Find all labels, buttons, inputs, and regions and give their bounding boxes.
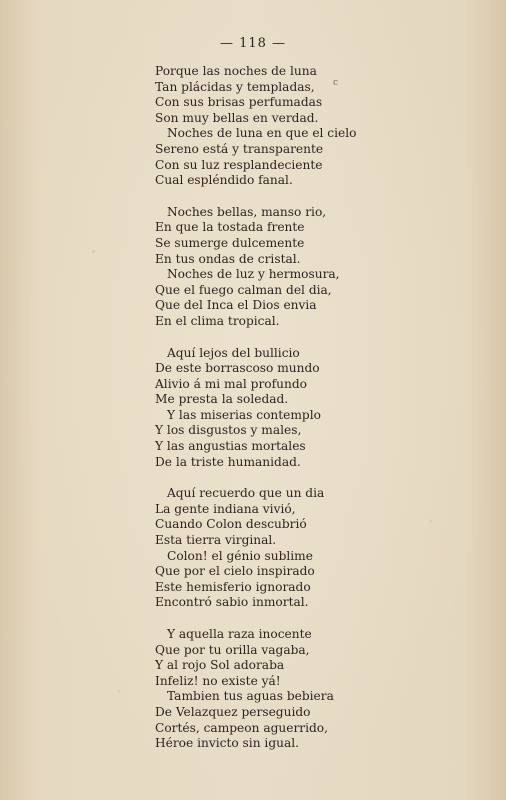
stanza-1 (155, 64, 485, 189)
verse-line: De este borrascoso mundo (155, 361, 320, 376)
verse-line: Porque las noches de luna (155, 64, 317, 78)
verse-line: Y los disgustos y males, (155, 423, 302, 438)
verse-line: Y las angustias mortales (155, 439, 306, 454)
verse-line: Cuando Colon descubrió (155, 517, 307, 532)
verse-line: Cual espléndido fanal. (155, 173, 293, 188)
verse-line: Tambien tus aguas bebiera (167, 689, 334, 704)
verse-line: Y aquella raza inocente (167, 627, 312, 641)
verse-line: Este hemisferio ignorado (155, 579, 311, 594)
verse-line: Noches de luz y hermosura, (167, 267, 340, 282)
verse-line: En tus ondas de cristal. (155, 251, 301, 266)
verse-line: Son muy bellas en verdad. (155, 110, 319, 125)
paper-spot (92, 250, 95, 253)
verse-line: Sereno está y transparente (155, 141, 324, 156)
verse-line: Cortés, campeon aguerrido, (155, 720, 329, 735)
page-number: — 118 — (219, 36, 287, 51)
poem (155, 64, 485, 768)
stanza-5 (155, 627, 485, 752)
stanza-2 (155, 205, 485, 330)
verse-line: Me presta la soledad. (155, 392, 289, 407)
verse-line: Tan plácidas y templadas, (155, 79, 315, 94)
verse-line: Noches bellas, manso rio, (167, 204, 327, 219)
verse-line: Noches de luna en que el cielo (167, 126, 357, 141)
verse-line: Que por tu orilla vagaba, (155, 642, 310, 657)
verse-line: Encontró sabio inmortal. (155, 595, 309, 610)
margin-mark: c (333, 78, 339, 88)
verse-line: Con su luz resplandeciente (155, 157, 323, 172)
verse-line: Colon! el génio sublime (167, 548, 313, 563)
verse-line: Aquí lejos del bullicio (167, 345, 300, 360)
verse-line: Que por el cielo inspirado (155, 564, 315, 579)
verse-line: Y las miserias contemplo (167, 407, 321, 422)
verse-line: Y al rojo Sol adoraba (155, 658, 285, 673)
verse-line: En el clima tropical. (155, 313, 280, 328)
verse-line: Se sumerge dulcemente (155, 235, 305, 250)
verse-line: La gente indiana vivió, (155, 501, 296, 516)
verse-line: Héroe invicto sin igual. (155, 736, 300, 751)
verse-line: Aquí recuerdo que un dia (167, 486, 325, 501)
stanza-3 (155, 346, 485, 471)
verse-line: Infeliz! no existe yá! (155, 673, 281, 688)
verse-line: De la triste humanidad. (155, 454, 301, 469)
verse-line: Que el fuego calman del dia, (155, 282, 332, 297)
verse-line: Alivio á mi mal profundo (155, 376, 307, 391)
stanza-4 (155, 486, 485, 611)
verse-line: Que del Inca el Dios envia (155, 298, 317, 313)
verse-line: En que la tostada frente (155, 220, 305, 235)
verse-line: De Velazquez perseguido (155, 704, 311, 719)
verse-line: Esta tierra virginal. (155, 533, 277, 548)
verse-line: Con sus brisas perfumadas (155, 95, 323, 110)
paper-spot (118, 690, 120, 693)
